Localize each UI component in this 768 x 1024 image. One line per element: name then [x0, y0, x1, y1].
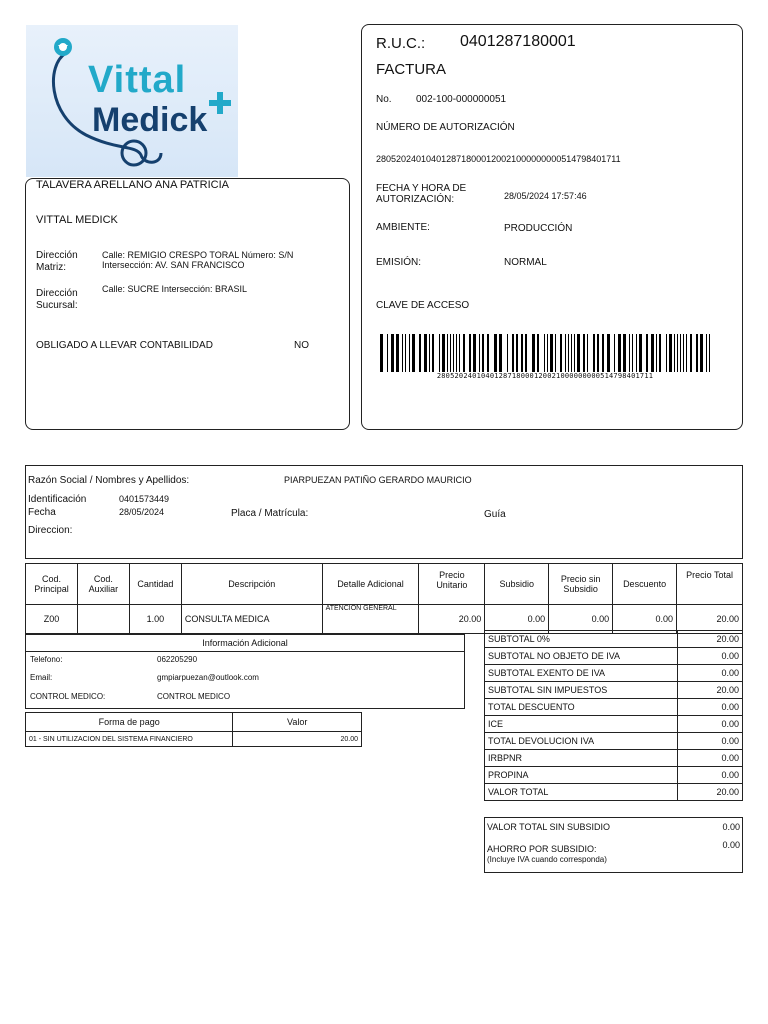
barcode-bar — [429, 334, 430, 372]
totals-value: 0.00 — [678, 716, 743, 733]
branch-address: Calle: SUCRE Intersección: BRASIL — [102, 284, 248, 294]
barcode-bar — [424, 334, 427, 372]
buyer-box — [25, 465, 743, 559]
auth-date: 28/05/2024 17:57:46 — [504, 191, 587, 201]
ruc-number: 0401287180001 — [460, 33, 576, 50]
barcode-bar — [574, 334, 575, 372]
subsidy-savings-note: (Incluye IVA cuando corresponda) — [487, 855, 607, 864]
barcode-icon — [380, 334, 710, 372]
barcode-bar — [453, 334, 454, 372]
barcode-bar — [683, 334, 684, 372]
barcode-bar — [380, 334, 383, 372]
col-descripcion: Descripción — [181, 564, 322, 605]
barcode-bar — [479, 334, 480, 372]
totals-row — [485, 750, 743, 767]
totals-value: 0.00 — [678, 750, 743, 767]
subsidy-total-value: 0.00 — [722, 822, 740, 832]
subsidy-savings-value: 0.00 — [722, 840, 740, 850]
col-descuento: Descuento — [613, 564, 677, 605]
main-address-line-2: Intersección: AV. SAN FRANCISCO — [102, 260, 245, 270]
cell-descripcion: CONSULTA MEDICA — [181, 605, 322, 634]
cell-precio-sin-subsidio: 0.00 — [549, 605, 613, 634]
main-address-label-2: Matriz: — [36, 262, 66, 273]
barcode-bar — [537, 334, 539, 372]
totals-label: SUBTOTAL 0% — [485, 631, 678, 648]
barcode-bar — [456, 334, 457, 372]
payment-method: 01 - SIN UTILIZACION DEL SISTEMA FINANCIERO — [26, 732, 233, 747]
barcode-bar — [412, 334, 415, 372]
barcode-bar — [696, 334, 698, 372]
branch-address-label-2: Sucursal: — [36, 300, 78, 311]
col-cantidad: Cantidad — [129, 564, 181, 605]
barcode-bar — [494, 334, 497, 372]
barcode-bar — [690, 334, 692, 372]
issuer-box — [25, 178, 350, 430]
payment-method-header: Forma de pago — [26, 713, 233, 732]
additional-info-divider — [26, 651, 464, 652]
barcode-bar — [525, 334, 527, 372]
barcode-bar — [700, 334, 703, 372]
auth-date-label-2: AUTORIZACIÓN: — [376, 194, 455, 205]
buyer-name: PIARPUEZAN PATIÑO GERARDO MAURICIO — [284, 475, 472, 485]
payment-table — [25, 712, 362, 747]
subsidy-savings-label: AHORRO POR SUBSIDIO: — [487, 844, 597, 854]
barcode-bar — [432, 334, 434, 372]
document-type: FACTURA — [376, 61, 447, 78]
barcode-bar — [544, 334, 545, 372]
info-value-control: CONTROL MEDICO — [157, 692, 231, 701]
cell-cod-auxiliar — [77, 605, 129, 634]
info-value-email: gmpiarpuezan@outlook.com — [157, 673, 259, 682]
emission-value: NORMAL — [504, 257, 547, 268]
barcode-bar — [677, 334, 678, 372]
issuer-trade-name: VITTAL MEDICK — [36, 214, 118, 226]
totals-value: 20.00 — [678, 631, 743, 648]
buyer-date: 28/05/2024 — [119, 507, 165, 517]
buyer-date-label: Fecha — [28, 507, 56, 518]
info-label-control: CONTROL MEDICO: — [30, 692, 106, 701]
barcode-bar — [632, 334, 633, 372]
barcode-bar — [516, 334, 518, 372]
logo-word-medick: Medick — [92, 101, 208, 139]
totals-value: 0.00 — [678, 665, 743, 682]
totals-row — [485, 665, 743, 682]
col-detalle-adicional: Detalle Adicional — [322, 564, 419, 605]
accounting-value: NO — [294, 340, 309, 351]
additional-info-title: Información Adicional — [202, 638, 288, 648]
col-cod-principal: Cod. Principal — [26, 564, 78, 605]
barcode-bar — [487, 334, 489, 372]
barcode-bar — [568, 334, 569, 372]
payment-header-row — [26, 713, 362, 732]
barcode-bar — [565, 334, 566, 372]
barcode-bar — [680, 334, 681, 372]
barcode-bar — [587, 334, 588, 372]
buyer-address-label: Direccion: — [28, 525, 73, 536]
buyer-id-label: Identificación — [28, 494, 87, 505]
barcode-bar — [459, 334, 460, 372]
auth-date-label: FECHA Y HORA DE — [376, 183, 467, 194]
barcode-bar — [674, 334, 675, 372]
barcode-bar — [512, 334, 514, 372]
subsidy-total-label: VALOR TOTAL SIN SUBSIDIO — [487, 822, 611, 832]
auth-number-label: NÚMERO DE AUTORIZACIÓN — [376, 122, 515, 133]
totals-row — [485, 631, 743, 648]
barcode-bar — [560, 334, 562, 372]
totals-label: TOTAL DEVOLUCION IVA — [485, 733, 678, 750]
info-label-email: Email: — [30, 673, 53, 682]
company-logo — [26, 25, 238, 177]
auth-number: 2805202401040128718000120021000000000514798401711 — [376, 154, 621, 164]
accounting-label: OBLIGADO A LLEVAR CONTABILIDAD — [36, 340, 213, 351]
buyer-name-label: Razón Social / Nombres y Apellidos: — [28, 475, 190, 486]
barcode-bar — [555, 334, 556, 372]
cell-cod-principal: Z00 — [26, 605, 78, 634]
barcode-bar — [442, 334, 445, 372]
col-subsidio: Subsidio — [485, 564, 549, 605]
barcode-bar — [618, 334, 621, 372]
barcode-bar — [709, 334, 710, 372]
totals-label: ICE — [485, 716, 678, 733]
totals-label: TOTAL DESCUENTO — [485, 699, 678, 716]
barcode-bar — [651, 334, 654, 372]
col-precio-total: Precio Total — [677, 564, 743, 605]
totals-value: 0.00 — [678, 699, 743, 716]
barcode-text: 2805202401040128718000120021000000000514798401711 — [436, 372, 654, 380]
totals-label: SUBTOTAL NO OBJETO DE IVA — [485, 648, 678, 665]
barcode-bar — [507, 334, 508, 372]
totals-row — [485, 716, 743, 733]
barcode-bar — [499, 334, 502, 372]
barcode-bar — [396, 334, 399, 372]
barcode-bar — [639, 334, 642, 372]
barcode-bar — [387, 334, 388, 372]
cell-detalle: ATENCION GENERAL — [322, 605, 419, 634]
totals-row — [485, 682, 743, 699]
environment-label: AMBIENTE: — [376, 222, 430, 233]
access-key-label: CLAVE DE ACCESO — [376, 300, 470, 311]
barcode-bar — [571, 334, 572, 372]
barcode-bar — [669, 334, 672, 372]
barcode-bar — [469, 334, 471, 372]
invoice-number: 002-100-000000051 — [416, 94, 507, 105]
buyer-id: 0401573449 — [119, 494, 170, 504]
cell-precio-total: 20.00 — [677, 605, 743, 634]
subsidy-box — [484, 817, 743, 873]
barcode-bar — [656, 334, 657, 372]
barcode-bar — [577, 334, 580, 372]
totals-label: IRBPNR — [485, 750, 678, 767]
totals-value: 0.00 — [678, 648, 743, 665]
barcode-bar — [666, 334, 667, 372]
emission-label: EMISIÓN: — [376, 257, 422, 268]
barcode-bar — [659, 334, 661, 372]
totals-row — [485, 648, 743, 665]
barcode-bar — [447, 334, 448, 372]
barcode-bar — [646, 334, 648, 372]
totals-value: 20.00 — [678, 682, 743, 699]
col-cod-auxiliar: Cod. Auxiliar — [77, 564, 129, 605]
items-table — [25, 563, 743, 634]
totals-label: SUBTOTAL SIN IMPUESTOS — [485, 682, 678, 699]
main-address-label: Dirección — [36, 250, 78, 261]
issuer-name: TALAVERA ARELLANO ANA PATRICIA — [36, 179, 229, 191]
barcode-bar — [405, 334, 406, 372]
barcode-bar — [547, 334, 548, 372]
barcode-bar — [706, 334, 707, 372]
invoice-number-label: No. — [376, 94, 392, 105]
col-precio-unitario: Precio Unitario — [419, 564, 485, 605]
cell-descuento: 0.00 — [613, 605, 677, 634]
barcode-bar — [614, 334, 615, 372]
barcode-bar — [402, 334, 403, 372]
barcode-bar — [473, 334, 476, 372]
totals-table — [484, 630, 743, 801]
ruc-label: R.U.C.: — [376, 35, 426, 52]
barcode-bar — [532, 334, 535, 372]
barcode-bar — [629, 334, 630, 372]
totals-row — [485, 784, 743, 801]
barcode-bar — [686, 334, 687, 372]
barcode-bar — [593, 334, 595, 372]
col-precio-sin-subsidio: Precio sin Subsidio — [549, 564, 613, 605]
info-value-phone: 062205290 — [157, 655, 198, 664]
main-address-line-1: Calle: REMIGIO CRESPO TORAL Número: S/N — [102, 250, 294, 260]
barcode-bar — [607, 334, 610, 372]
table-row — [26, 732, 362, 747]
totals-row — [485, 699, 743, 716]
barcode-bar — [439, 334, 440, 372]
totals-label: SUBTOTAL EXENTO DE IVA — [485, 665, 678, 682]
cell-cantidad: 1.00 — [129, 605, 181, 634]
cell-precio-unitario: 20.00 — [419, 605, 485, 634]
plate-label: Placa / Matrícula: — [231, 508, 309, 519]
barcode-bar — [521, 334, 523, 372]
guide-label: Guía — [484, 509, 506, 520]
totals-row — [485, 733, 743, 750]
cell-subsidio: 0.00 — [485, 605, 549, 634]
totals-value: 0.00 — [678, 733, 743, 750]
totals-label: VALOR TOTAL — [485, 784, 678, 801]
barcode-bar — [583, 334, 585, 372]
payment-value-header: Valor — [233, 713, 362, 732]
info-label-phone: Telefono: — [30, 655, 63, 664]
totals-label: PROPINA — [485, 767, 678, 784]
barcode-bar — [597, 334, 599, 372]
totals-value: 0.00 — [678, 767, 743, 784]
barcode-bar — [463, 334, 465, 372]
items-header-row — [26, 564, 743, 605]
totals-row — [485, 767, 743, 784]
branch-address-label: Dirección — [36, 288, 78, 299]
barcode-bar — [419, 334, 421, 372]
barcode-bar — [623, 334, 626, 372]
barcode-bar — [602, 334, 604, 372]
barcode-bar — [550, 334, 553, 372]
barcode-bar — [636, 334, 637, 372]
barcode-bar — [450, 334, 451, 372]
barcode-bar — [482, 334, 484, 372]
additional-info-box — [25, 634, 465, 709]
barcode-bar — [391, 334, 394, 372]
totals-value: 20.00 — [678, 784, 743, 801]
environment-value: PRODUCCIÓN — [504, 223, 573, 234]
logo-word-vittal: Vittal — [88, 59, 187, 101]
invoice-header-box — [361, 24, 743, 430]
payment-value: 20.00 — [233, 732, 362, 747]
barcode-bar — [409, 334, 410, 372]
